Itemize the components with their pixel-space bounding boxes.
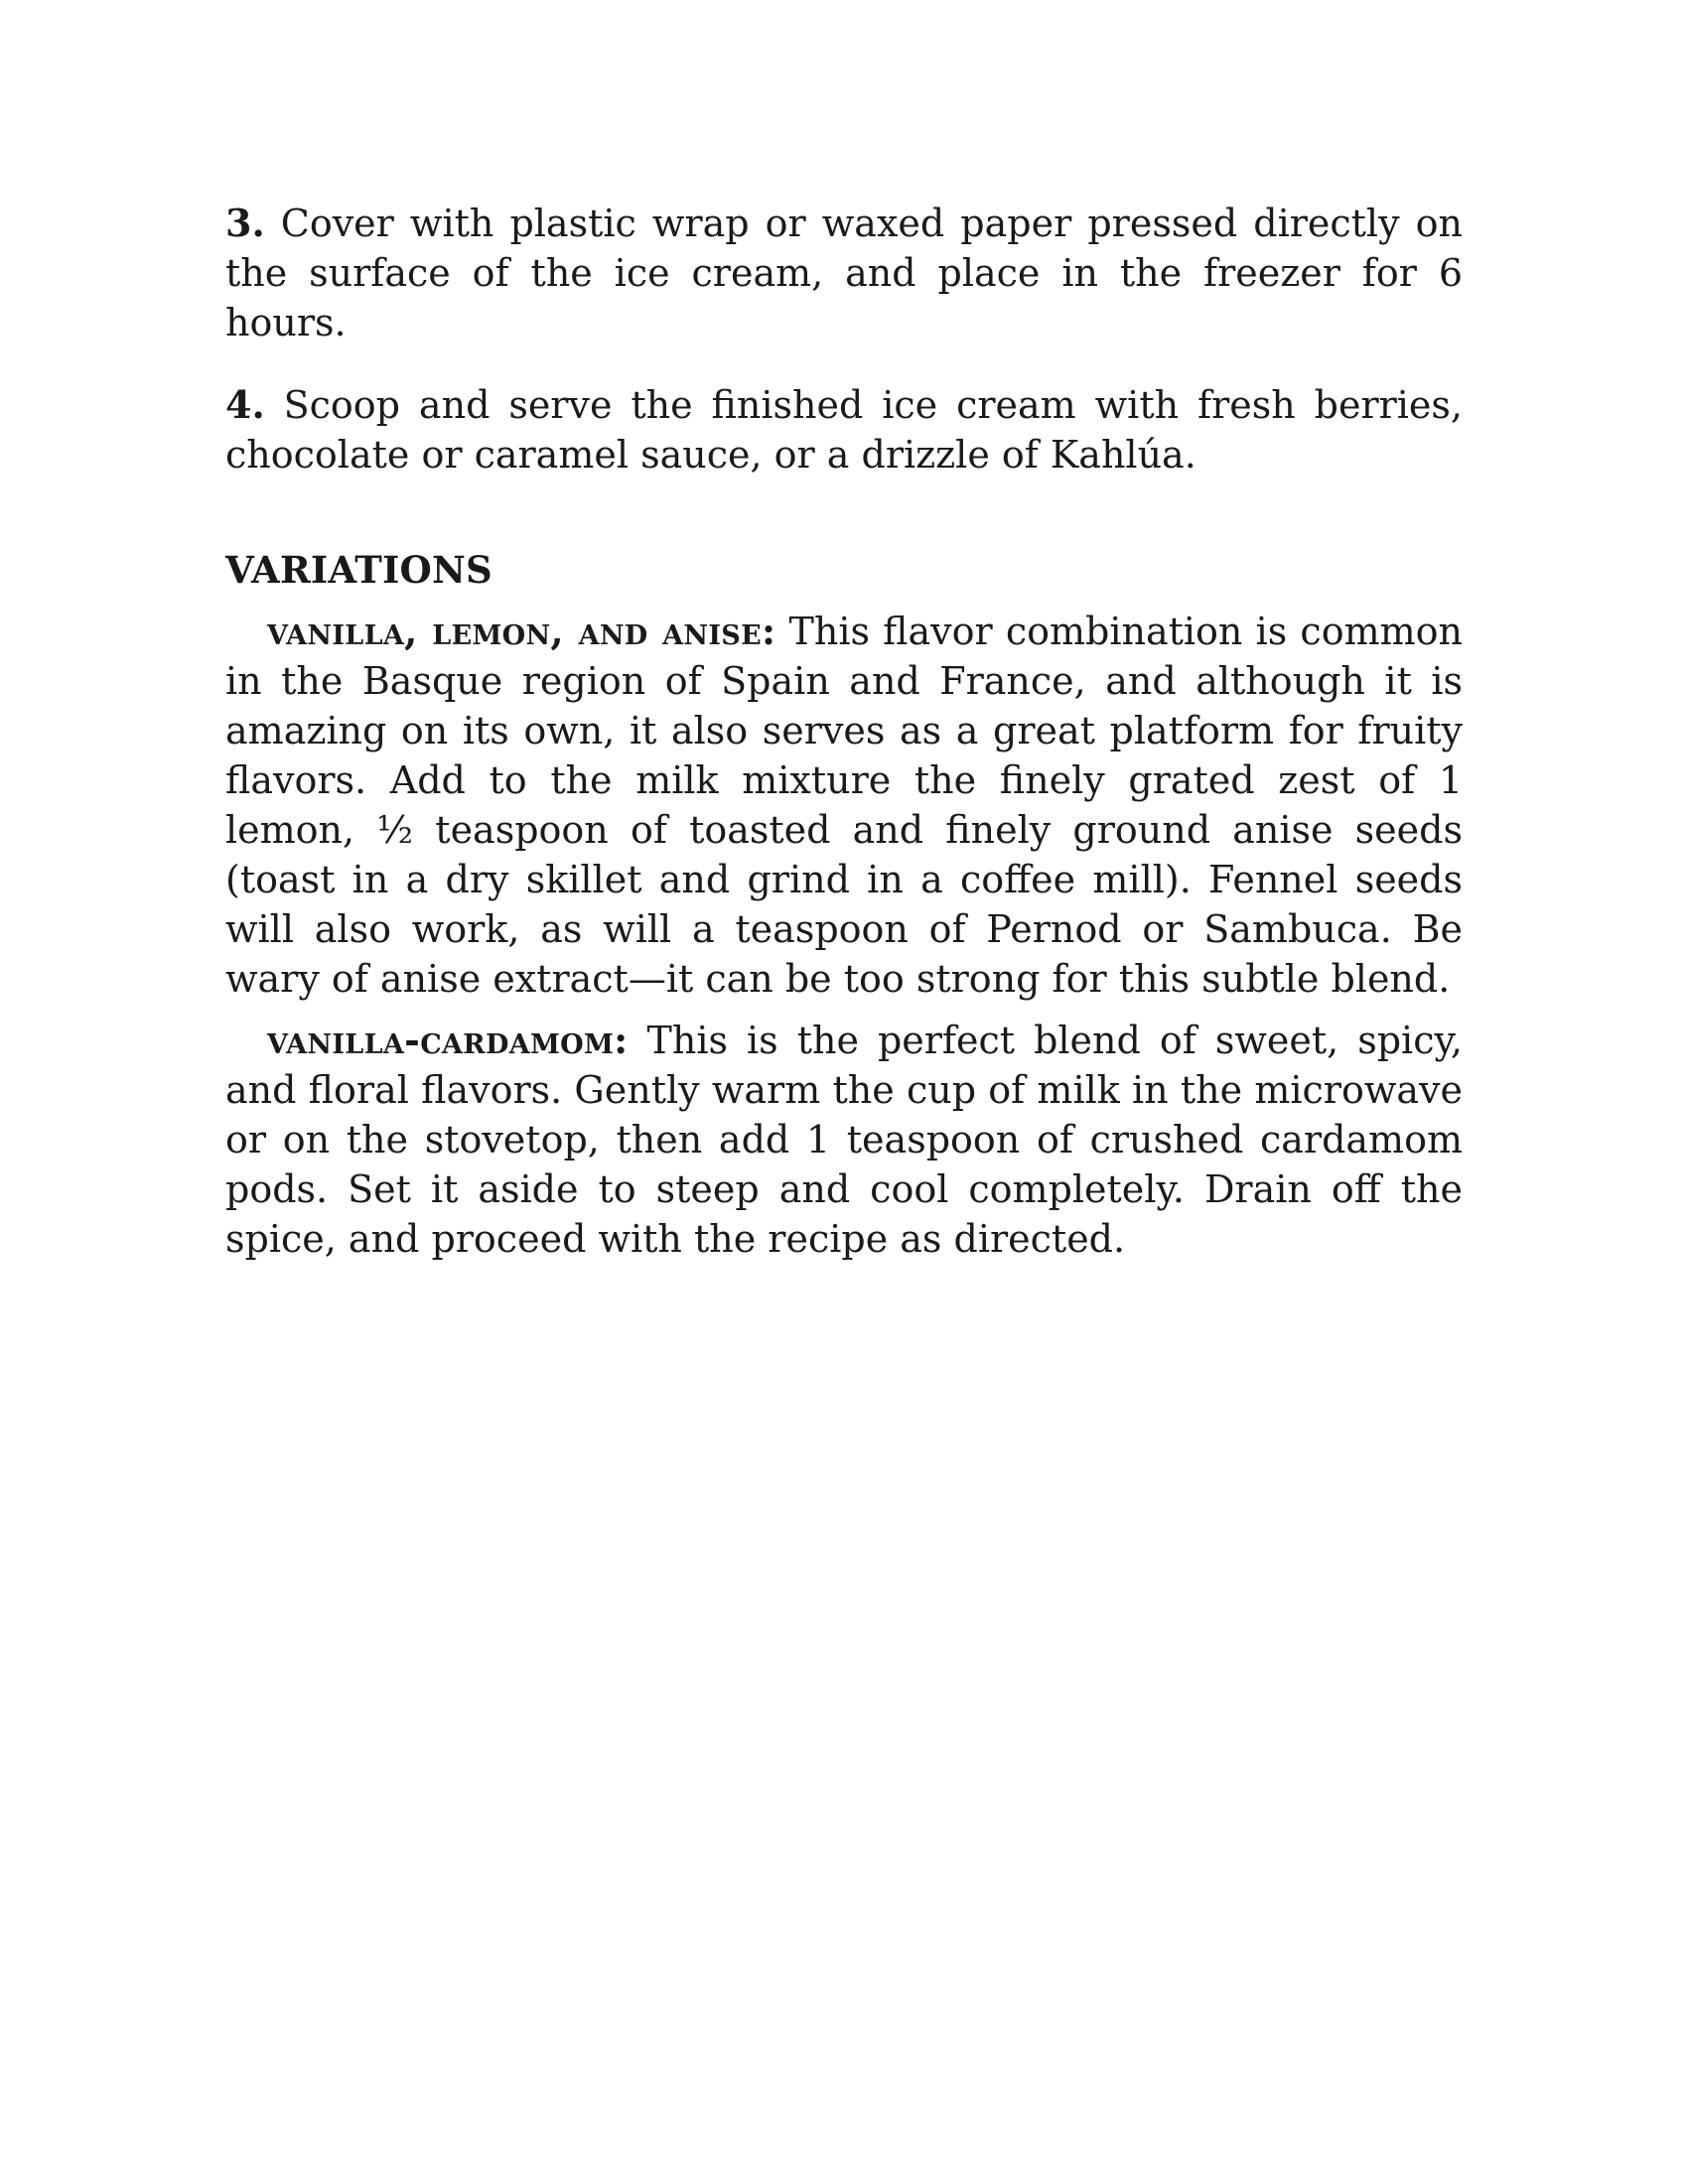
step-3: [225, 199, 1463, 347]
step-text: Scoop and serve the finished ice cream with fresh berries, chocolate or caramel sauce, or a drizzle of Kahlúa.: [225, 383, 1463, 477]
step-number: 3.: [225, 201, 265, 245]
variations-heading: VARIATIONS: [225, 548, 492, 592]
step-4: [225, 380, 1463, 479]
variation-text: This is the perfect blend of sweet, spicy, and floral flavors. Gently warm the cup of milk in the microwave or on the stovetop, then add 1 teaspoon of crushed cardamom pods. Set it aside to steep and cool completely. Drain off the spice, and proceed with the recipe as directed.: [225, 1019, 1463, 1261]
step-text: Cover with plastic wrap or waxed paper pressed directly on the surface of the ice cream, and place in the freezer for 6 hours.: [225, 202, 1463, 344]
page-content: [225, 199, 1463, 1276]
variation-vanilla-cardamom: [225, 1016, 1463, 1264]
step-number: 4.: [225, 382, 265, 427]
variation-text: This flavor combination is common in the Basque region of Spain and France, and although it is amazing on its own, it also serves as a great platform for fruity flavors. Add to the milk mixture the finely grated zest of 1 lemon, ½ teaspoon of toasted and finely ground anise seeds (toast in a dry skillet and grind in a coffee mill). Fennel seeds will also work, as will a teaspoon of Pernod or Sambuca. Be wary of anise extract—it can be too strong for this subtle blend.: [225, 610, 1463, 1001]
variation-label: vanilla-cardamom:: [267, 1018, 629, 1062]
variation-vanilla-lemon-anise: [225, 607, 1463, 1004]
variation-label: vanilla, lemon, and anise:: [267, 609, 776, 653]
